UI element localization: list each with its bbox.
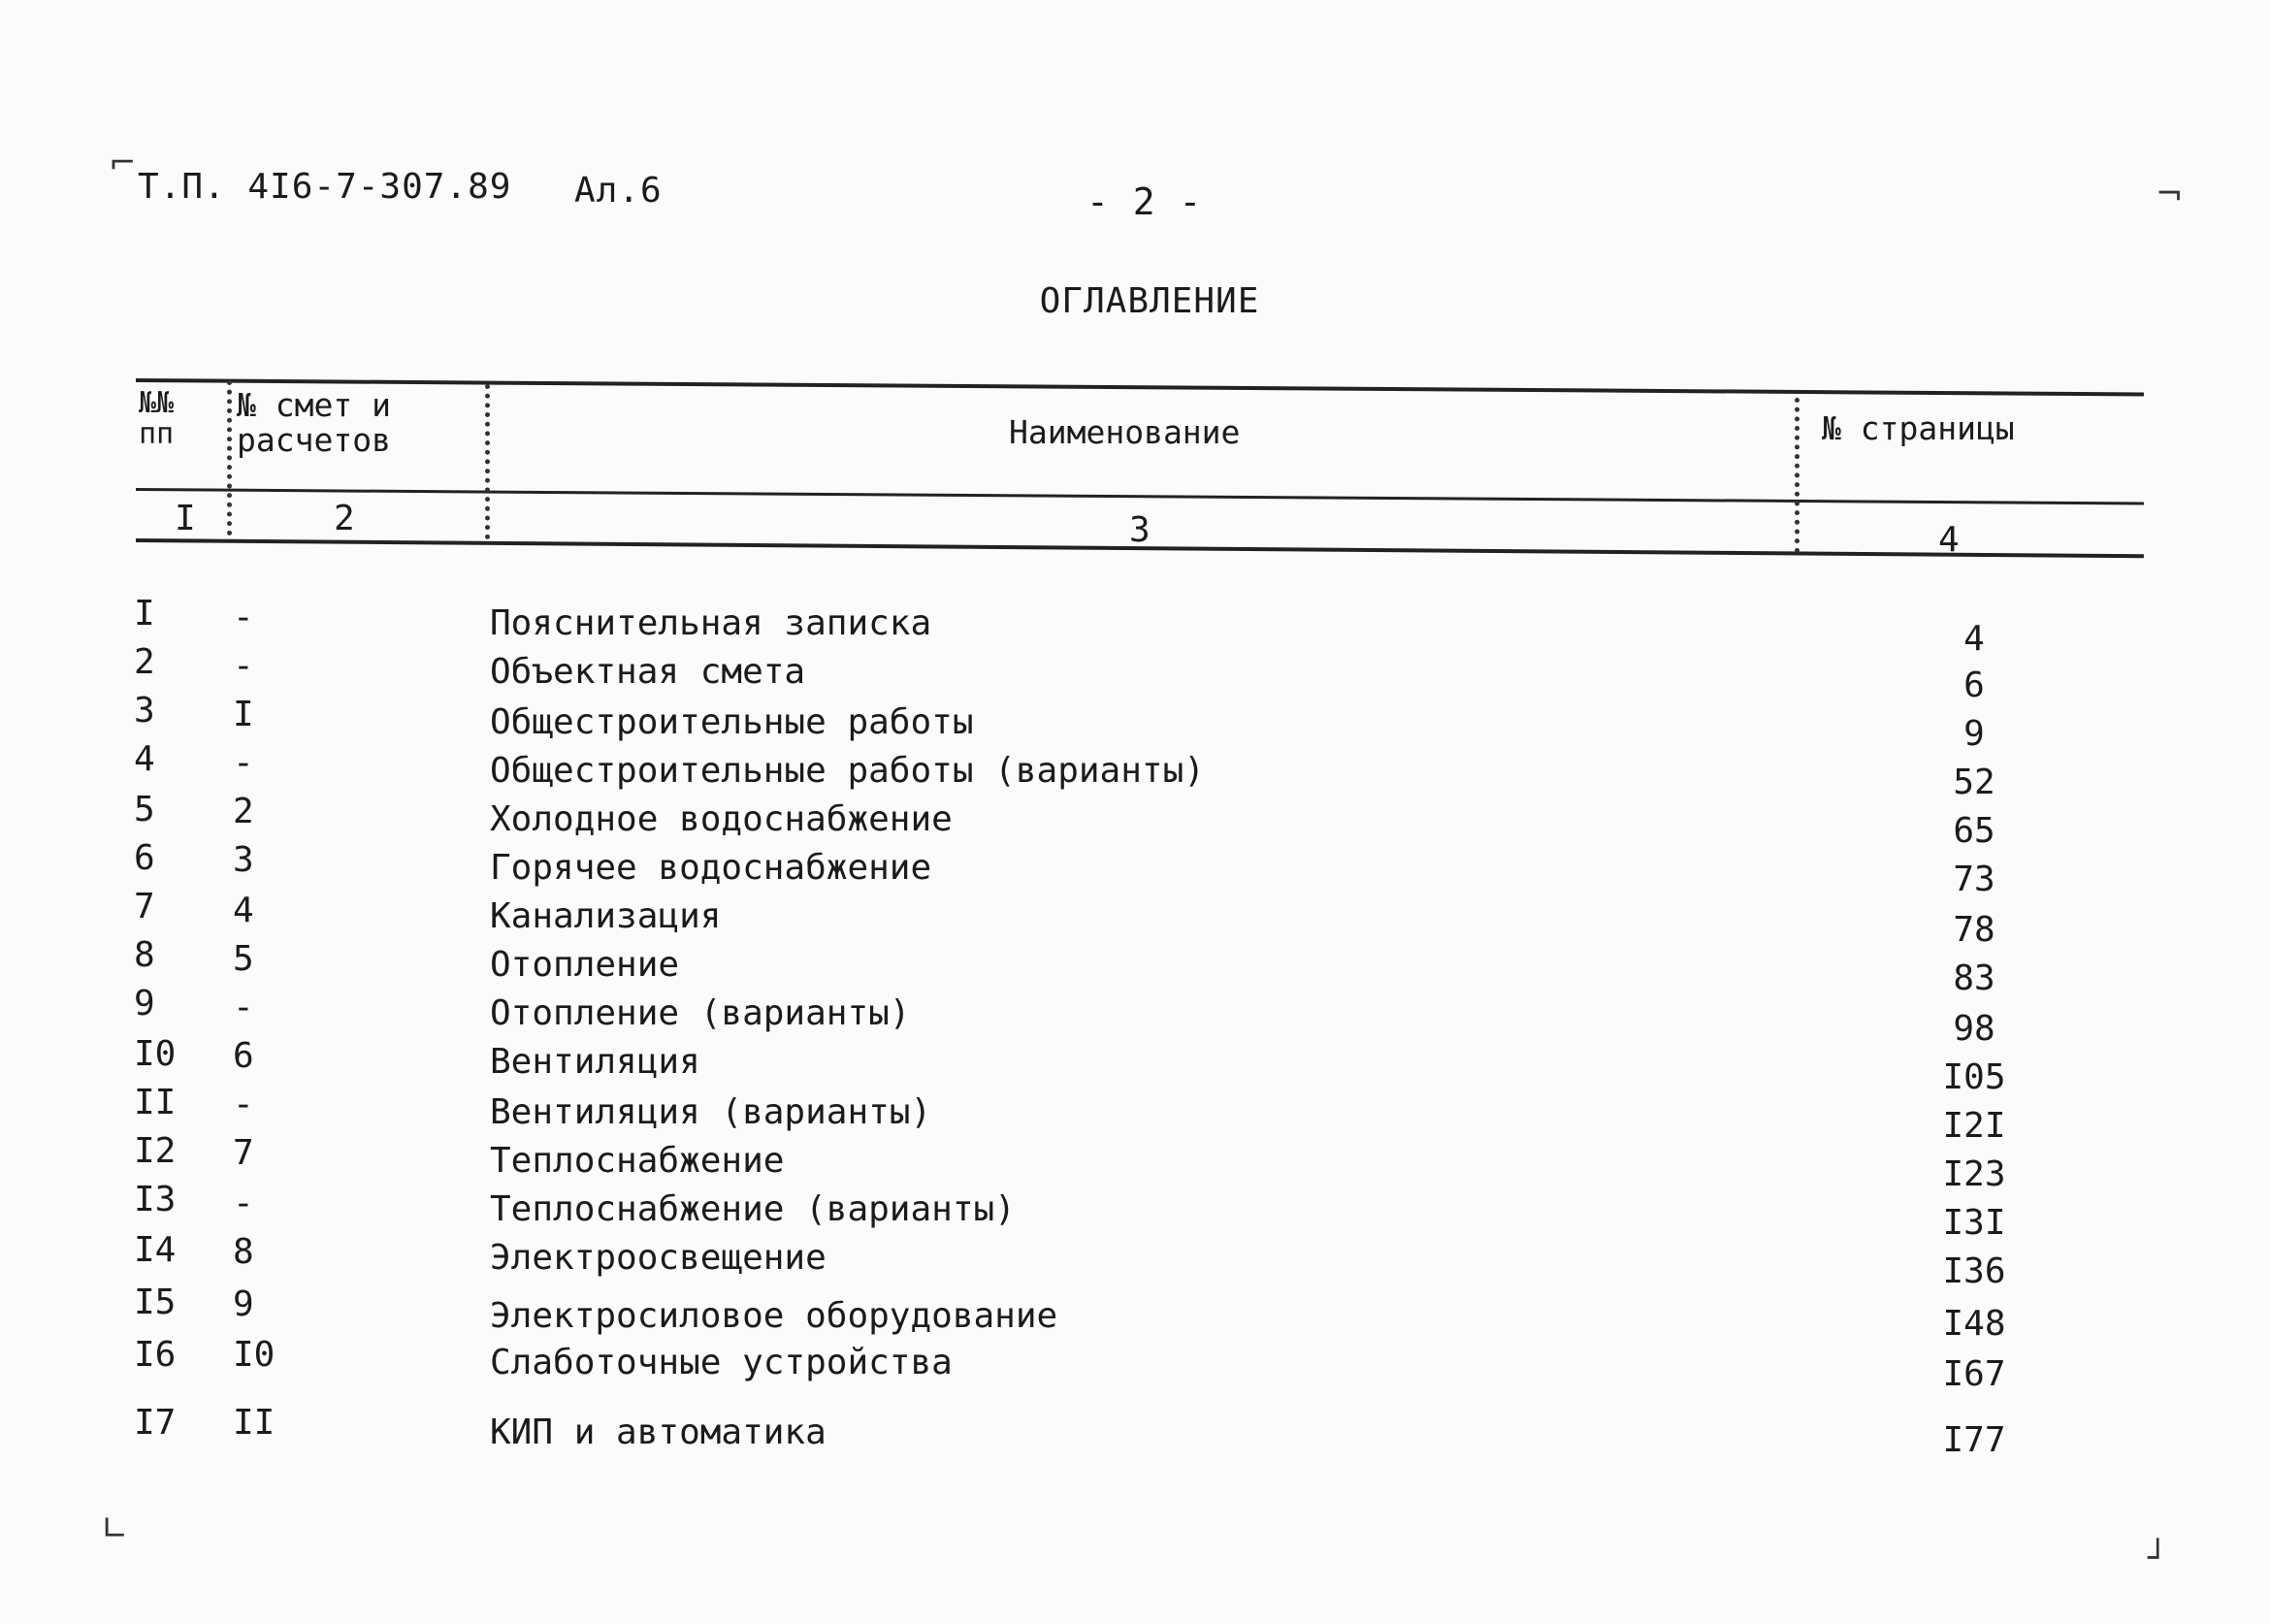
estimate-number: II	[233, 1403, 276, 1443]
page-ref: 4	[1963, 619, 1985, 659]
section-name: Теплоснабжение	[490, 1141, 785, 1181]
estimate-number: -	[233, 598, 254, 637]
section-name: Пояснительная записка	[490, 603, 932, 643]
row-number: 9	[134, 984, 155, 1023]
section-name: Электроосвещение	[490, 1238, 827, 1278]
row-number: I	[134, 594, 155, 633]
row-number: I0	[134, 1034, 177, 1074]
page-ref: I67	[1942, 1354, 2006, 1394]
column-header-name: Наименование	[1009, 413, 1241, 451]
corner-mark-top-left: ⌐	[109, 144, 137, 182]
page-ref: I3I	[1942, 1203, 2006, 1243]
column-number-1: I	[175, 499, 196, 538]
page-number: - 2 -	[1086, 180, 1203, 223]
page-ref: 78	[1953, 910, 1995, 950]
page-ref: I36	[1942, 1251, 2006, 1291]
row-number: 6	[134, 838, 155, 878]
row-number: 4	[134, 739, 155, 779]
section-name: Канализация	[490, 896, 722, 936]
page-title: ОГЛАВЛЕНИЕ	[1039, 281, 1260, 321]
row-number: 7	[134, 887, 155, 926]
row-number: 3	[134, 691, 155, 731]
estimate-number: -	[233, 646, 254, 686]
corner-mark-top-right: ¬	[2156, 175, 2184, 213]
page-ref: 9	[1963, 714, 1985, 754]
page-ref: I05	[1942, 1057, 2006, 1097]
section-name: Вентиляция (варианты)	[490, 1092, 932, 1132]
page-ref: 83	[1953, 958, 1995, 998]
page-ref: 73	[1953, 860, 1995, 899]
document-code: Т.П. 4I6-7-307.89	[138, 167, 512, 207]
column-header-estimate-number: № смет и расчетов	[237, 386, 391, 459]
estimate-number: 2	[233, 792, 254, 831]
page-ref: 52	[1953, 763, 1995, 802]
section-name: Отопление	[490, 945, 680, 985]
section-name: КИП и автоматика	[490, 1413, 827, 1452]
corner-mark-bottom-left: ∟	[101, 1510, 129, 1548]
row-number: I5	[134, 1283, 177, 1322]
row-number: I7	[134, 1403, 177, 1443]
row-number: I4	[134, 1230, 177, 1270]
section-name: Общестроительные работы	[490, 702, 974, 742]
column-number-3: 3	[1129, 510, 1151, 550]
estimate-number: -	[233, 988, 254, 1027]
column-header-page-number: № страницы	[1822, 409, 2015, 447]
column-divider-3	[1795, 398, 1800, 553]
estimate-number: -	[233, 1184, 254, 1223]
estimate-number: 3	[233, 840, 254, 880]
section-name: Общестроительные работы (варианты)	[490, 751, 1205, 791]
estimate-number: 7	[233, 1133, 254, 1173]
section-name: Теплоснабжение (варианты)	[490, 1189, 1016, 1229]
column-number-4: 4	[1938, 520, 1960, 560]
section-name: Слаботочные устройства	[490, 1343, 953, 1382]
section-name: Отопление (варианты)	[490, 993, 911, 1033]
page-ref: 6	[1963, 666, 1985, 705]
section-name: Электросиловое оборудование	[490, 1296, 1058, 1336]
row-number: 8	[134, 935, 155, 975]
row-number: 2	[134, 642, 155, 682]
table-header-rule	[136, 488, 2144, 504]
estimate-number: -	[233, 743, 254, 783]
section-name: Вентиляция	[490, 1042, 700, 1082]
row-number: I3	[134, 1180, 177, 1219]
page-ref: I23	[1942, 1154, 2006, 1194]
page-ref: I2I	[1942, 1106, 2006, 1146]
section-name: Горячее водоснабжение	[490, 848, 932, 888]
row-number: 5	[134, 790, 155, 829]
page-ref: I48	[1942, 1304, 2006, 1344]
row-number: I6	[134, 1335, 177, 1375]
page-ref: 65	[1953, 811, 1995, 851]
album-number: Ал.6	[574, 171, 663, 211]
estimate-number: 5	[233, 939, 254, 979]
estimate-number: I	[233, 695, 254, 734]
estimate-number: -	[233, 1085, 254, 1124]
column-divider-2	[485, 384, 490, 539]
section-name: Холодное водоснабжение	[490, 799, 953, 839]
corner-mark-bottom-right: ┘	[2148, 1539, 2168, 1577]
section-name: Объектная смета	[490, 652, 806, 692]
column-header-row-number: №№ пп	[139, 386, 175, 451]
estimate-number: I0	[233, 1335, 276, 1375]
estimate-number: 9	[233, 1284, 254, 1324]
row-number: II	[134, 1083, 177, 1122]
page-ref: I77	[1942, 1420, 2006, 1460]
column-number-2: 2	[334, 499, 355, 538]
estimate-number: 4	[233, 891, 254, 930]
estimate-number: 8	[233, 1232, 254, 1272]
column-divider-1	[227, 380, 232, 536]
page-ref: 98	[1953, 1009, 1995, 1049]
row-number: I2	[134, 1131, 177, 1171]
estimate-number: 6	[233, 1036, 254, 1076]
